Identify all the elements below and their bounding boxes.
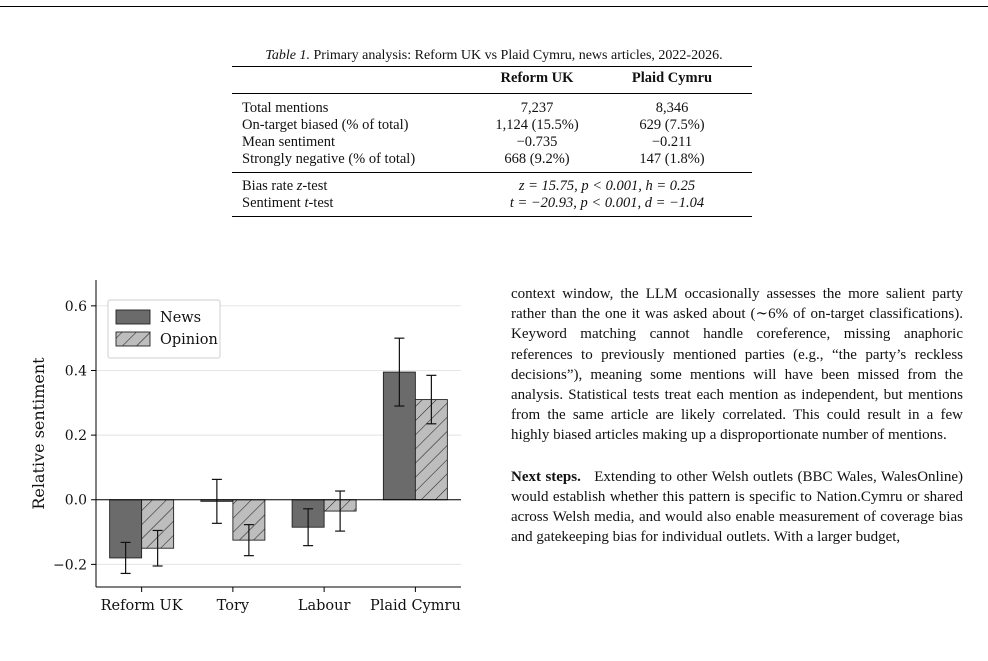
test-result: t = −20.93, p < 0.001, d = −1.04	[509, 195, 705, 211]
table-bottom-rule	[232, 216, 752, 217]
y-tick-label: 0.0	[64, 492, 87, 509]
row-label: Strongly negative (% of total)	[242, 151, 416, 167]
x-tick-label: Reform UK	[100, 598, 183, 614]
x-tick-label: Labour	[297, 598, 351, 614]
table-caption-text: Primary analysis: Reform UK vs Plaid Cymru, news articles, 2022-2026.	[313, 48, 723, 63]
y-tick-label: 0.6	[64, 298, 87, 315]
legend-box	[108, 300, 220, 358]
y-tick-label: 0.4	[64, 363, 87, 380]
row-label: On-target biased (% of total)	[242, 117, 409, 133]
test-result: z = 15.75, p < 0.001, h = 0.25	[518, 178, 696, 194]
y-tick-label: −0.2	[53, 557, 87, 574]
x-tick-label: Plaid Cymru	[369, 598, 461, 614]
cell-reform: 1,124 (15.5%)	[495, 117, 579, 133]
row-label: Mean sentiment	[242, 134, 336, 150]
test-label: Bias rate z-test	[242, 178, 328, 194]
table-row	[232, 117, 752, 134]
table-row	[232, 151, 752, 168]
next-steps-heading: Next steps.	[511, 468, 581, 485]
table-caption-label: Table 1.	[265, 48, 311, 63]
legend-label-news: News	[160, 310, 202, 326]
test-label: Sentiment t-test	[242, 195, 334, 211]
y-tick-label: 0.2	[64, 428, 87, 445]
x-tick-label: Tory	[216, 598, 250, 614]
y-axis-label: Relative sentiment	[29, 357, 48, 510]
table-header-reform: Reform UK	[500, 70, 574, 86]
table-header-rule	[232, 93, 752, 94]
next-steps-paragraph	[511, 467, 963, 548]
legend-label-opinion: Opinion	[160, 332, 218, 348]
limitations-paragraph: context window, the LLM occasionally assesses the more salient party rather than the one it was asked about (∼6% of on-target classifications). Keyword matching cannot handle coreference, missing anaphoric references to previously mentioned parties (e.g., “the party’s reckless decisions”), meaning some mentions will have been missed from the analysis. Statistical tests treat each mention as independent, but mentions from the same article are likely correlated. This could result in a few highly biased articles making up a disproportionate number of mentions.	[511, 286, 963, 444]
cell-plaid: −0.211	[651, 134, 693, 150]
next-steps-text: Extending to other Welsh outlets (BBC Wales, WalesOnline) would establish whether this pattern is specific to Nation.Cymru or shared across Welsh media, and would also enable measurement of coverage bias and gatekeeping bias for individual outlets. With a larger budget,	[511, 468, 964, 546]
legend-swatch-opinion	[116, 332, 150, 346]
table-test-row	[232, 195, 752, 212]
cell-plaid: 629 (7.5%)	[639, 117, 705, 133]
table-top-rule	[232, 66, 752, 67]
table-header-plaid: Plaid Cymru	[631, 70, 713, 86]
sentiment-bar-chart	[0, 270, 480, 650]
table-test-row	[232, 178, 752, 195]
cell-plaid: 8,346	[655, 100, 689, 116]
cell-reform: −0.735	[516, 134, 558, 150]
cell-plaid: 147 (1.8%)	[639, 151, 705, 167]
legend-swatch-news	[116, 310, 150, 324]
cell-reform: 7,237	[520, 100, 554, 116]
table-header-row	[232, 70, 752, 87]
table-row	[232, 134, 752, 151]
cell-reform: 668 (9.2%)	[504, 151, 570, 167]
table-mid-rule	[232, 172, 752, 173]
page-top-rule	[0, 6, 988, 7]
row-label: Total mentions	[242, 100, 329, 116]
table-caption	[0, 48, 988, 64]
body-text-column	[511, 284, 963, 547]
sentiment-figure	[0, 270, 480, 655]
table-row	[232, 100, 752, 117]
